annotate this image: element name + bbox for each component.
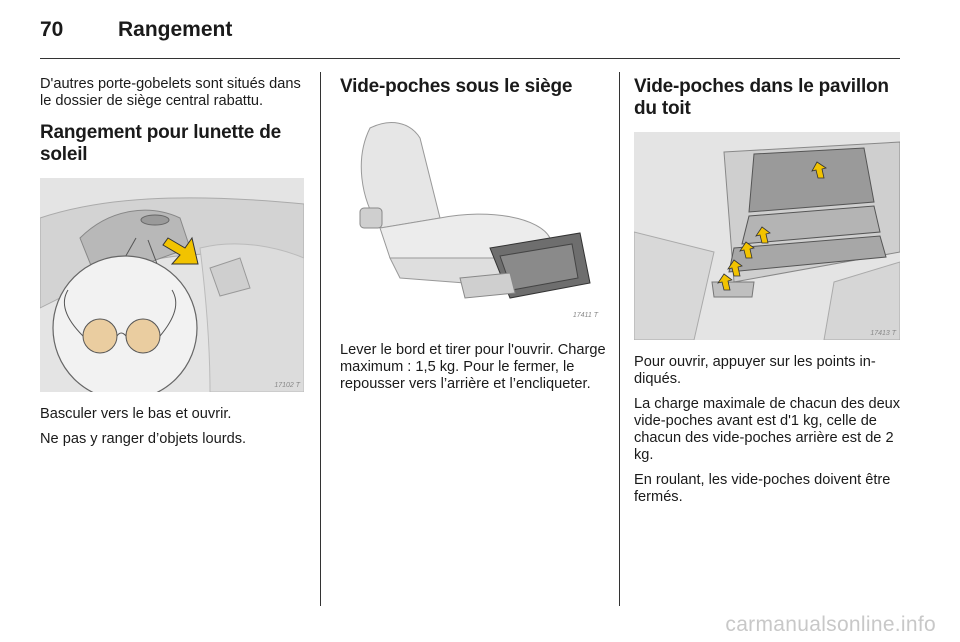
column-1 bbox=[40, 76, 306, 456]
header-rule bbox=[40, 58, 900, 59]
watermark: carmanualsonline.info bbox=[725, 613, 936, 636]
paragraph: Ne pas y ranger d’objets lourds. bbox=[40, 431, 247, 447]
paragraph: Pour ouvrir, appuyer sur les points indiqués. bbox=[634, 354, 876, 387]
section-heading-under-seat: Vide-poches sous le siège bbox=[340, 76, 573, 97]
page-title: Rangement bbox=[118, 18, 233, 41]
figure-under-seat-tray bbox=[340, 108, 602, 322]
section-heading-sunglasses: Rangement pour lunette de soleil bbox=[40, 122, 281, 165]
section-heading-roof: Vide-poches dans le pavillon du toit bbox=[634, 76, 889, 119]
column-divider-2 bbox=[619, 72, 620, 606]
intro-paragraph: D'autres porte-gobelets sont situés dans le dossier de siège central rabattu. bbox=[40, 76, 301, 109]
paragraph: En roulant, les vide-poches doivent être fermés. bbox=[634, 472, 891, 505]
paragraph: Lever le bord et tirer pour l'ouvrir. Charge maximum : 1,5 kg. Pour le fermer, le repousser vers l’arrière et l’encliqueter. bbox=[340, 342, 606, 392]
figure-code: 17102 T bbox=[274, 382, 300, 389]
column-2 bbox=[340, 76, 606, 401]
figure-code: 17413 T bbox=[870, 330, 896, 337]
paragraph: Basculer vers le bas et ouvrir. bbox=[40, 406, 232, 422]
figure-sunglasses-holder bbox=[40, 178, 304, 392]
page-number: 70 bbox=[40, 18, 64, 41]
figure-roof-storage bbox=[634, 132, 900, 340]
column-3 bbox=[634, 76, 902, 514]
figure-code: 17411 T bbox=[572, 312, 598, 319]
column-divider-1 bbox=[320, 72, 321, 606]
paragraph: La charge maximale de chacun des deux vide-poches avant est d'1 kg, celle de chacun des vide-poches arrière est de 2 kg. bbox=[634, 396, 901, 463]
